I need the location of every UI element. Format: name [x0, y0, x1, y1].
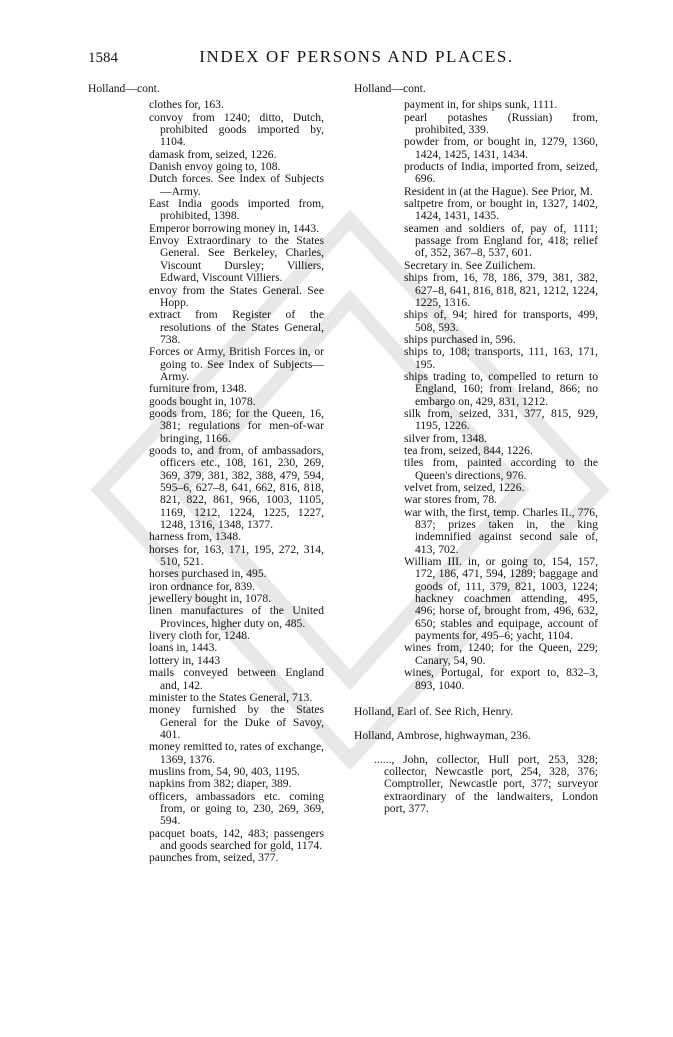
index-subentry: pacquet boats, 142, 483; passengers and goods searched for gold, 1174. [149, 826, 324, 852]
entry-list [354, 706, 598, 742]
index-subentry: ships to, 108; transports, 111, 163, 171, 195. [404, 345, 598, 371]
index-subentry: silver from, 1348. [404, 431, 488, 445]
index-subentry: wines from, 1240; for the Queen, 229; Canary, 54, 90. [404, 641, 598, 667]
index-subentry: silk from, seized, 331, 377, 815, 929, 1195, 1226. [404, 406, 598, 433]
index-subentry: war stores from, 78. [404, 493, 498, 507]
index-entry: Holland, Earl of. See Rich, Henry. [354, 704, 514, 718]
index-subentry: napkins from 382; diaper, 389. [149, 777, 292, 791]
index-subentry: ships from, 16, 78, 186, 379, 381, 382, 627–8, 641, 816, 818, 821, 1212, 1224, 1225, 1316. [404, 271, 598, 309]
index-subentry: payment in, for ships sunk, 1111. [404, 98, 558, 112]
index-subentry: Emperor borrowing money in, 1443. [149, 221, 320, 235]
index-subentry: Envoy Extraordinary to the States General. See Berkeley, Charles, Viscount Dursley; Villiers, Edward, Viscount Villiers. [149, 234, 324, 285]
index-subentry: harness from, 1348. [149, 530, 242, 544]
index-subentry: goods bought in, 1078. [149, 394, 256, 408]
index-subentry: jewellery bought in, 1078. [149, 592, 272, 606]
index-subentry: saltpetre from, or bought in, 1327, 1402, 1424, 1431, 1435. [404, 197, 598, 223]
left-column [88, 83, 324, 865]
page-title: INDEX OF PERSONS AND PLACES. [199, 47, 514, 66]
index-subentry: convoy from 1240; ditto, Dutch, prohibited goods imported by, 1104. [149, 110, 324, 149]
index-subentry: goods to, and from, of ambassadors, officers etc., 108, 161, 230, 269, 369, 379, 381, 382, 388, 479, 594, 595–6, 627–8, 641, 662, 816, 818, 821, 822, 861, 966, 1003, 1105, 1169, 1212, 1224, 1225, 1227, 1248, 1316, 1348, 1377. [149, 443, 324, 532]
index-subentry: mails conveyed between England and, 142. [149, 666, 324, 692]
index-subentry: money furnished by the States General for the Duke of Savoy, 401. [149, 703, 324, 741]
index-subentry: Danish envoy going to, 108. [149, 160, 281, 174]
index-subentry: Resident in (at the Hague). See Prior, M. [404, 184, 593, 198]
index-subentry: powder from, or bought in, 1279, 1360, 1424, 1425, 1431, 1434. [404, 135, 598, 161]
index-subentry: paunches from, seized, 377. [149, 851, 279, 865]
index-subentry: seamen and soldiers of, pay of, 1111; passage from England for, 418; relief of, 352, 367–8, 537, 601. [404, 221, 598, 260]
index-subentry: East India goods imported from, prohibited, 1398. [149, 197, 324, 223]
index-subentry: Dutch forces. See Index of Subjects—Army. [149, 172, 324, 198]
index-subentry: goods from, 186; for the Queen, 16, 381; regulations for men-of-war bringing, 1166. [149, 406, 324, 445]
index-subentry: velvet from, seized, 1226. [404, 481, 525, 494]
index-subentry: extract from Register of the resolutions of the States General, 738. [149, 308, 324, 346]
index-subentry: livery cloth for, 1248. [149, 629, 250, 643]
index-subentry: envoy from the States General. See Hopp. [149, 283, 324, 309]
index-subentry: lottery in, 1443 [149, 653, 221, 667]
index-subentry: linen manufactures of the United Provinces, higher duty on, 485. [149, 604, 324, 630]
index-subentry: tea from, seized, 844, 1226. [404, 443, 533, 457]
index-subentry: William III. in, or going to, 154, 157, 172, 186, 471, 594, 1289; baggage and goods of, 111, 379, 821, 1003, 1224; hackney coachmen attending, 495, 496; horse of, brought from, 496, 632, 650; stables and equipage, account of payments for, 495–6; yacht, 1104. [404, 555, 598, 643]
index-entry: Holland, Ambrose, highwayman, 236. [354, 728, 531, 742]
index-subentry: furniture from, 1348. [149, 382, 247, 396]
index-subentry: Forces or Army, British Forces in, or going to. See Index of Subjects—Army. [149, 345, 324, 383]
index-subentry: tiles from, painted according to the Queen's directions, 976. [404, 456, 598, 482]
index-subentry: ships purchased in, 596. [404, 332, 516, 346]
index-subentry: horses purchased in, 495. [149, 567, 267, 581]
index-subentry: clothes for, 163. [149, 98, 224, 112]
subentry-list [88, 99, 324, 864]
index-subentry: iron ordnance for, 839. [149, 579, 256, 593]
index-subentry: war with, the first, temp. Charles II., 776, 837; prizes taken in, the king indemnified against second sale of, 413, 702. [404, 505, 598, 556]
index-subentry: money remitted to, rates of exchange, 1369, 1376. [149, 740, 324, 766]
index-subentry: horses for, 163, 171, 195, 272, 314, 510, 521. [149, 542, 324, 569]
index-subentry: loans in, 1443. [149, 641, 218, 655]
column-heading: Holland—cont. [88, 82, 160, 95]
index-subentry: ships trading to, compelled to return to England, 160; from Ireland, 866; no embargo on, 429, 831, 1212. [404, 369, 598, 408]
index-subentry: minister to the States General, 713. [149, 690, 313, 704]
index-subentry: ships of, 94; hired for transports, 499, 508, 593. [404, 308, 598, 334]
subentry-list [354, 99, 598, 692]
index-subentry: wines, Portugal, for export to, 832–3, 893, 1040. [404, 666, 598, 692]
index-subentry: officers, ambassadors etc. coming from, or going to, 230, 269, 369, 594. [149, 789, 324, 828]
index-subentry: muslins from, 54, 90, 403, 1195. [149, 764, 300, 778]
right-column [354, 83, 598, 815]
page-number: 1584 [88, 50, 118, 66]
column-heading: Holland—cont. [354, 82, 426, 95]
index-cross-entry: ......, John, collector, Hull port, 253, 328; collector, Newcastle port, 254, 328, 376; Comptroller, Newcastle port, 377; surveyor extraordinary of the landwaiters, London port, 377. [374, 752, 598, 816]
index-subentry: damask from, seized, 1226. [149, 147, 277, 161]
index-subentry: Secretary in. See Zuilichem. [404, 258, 536, 272]
index-subentry: products of India, imported from, seized, 696. [404, 160, 598, 186]
index-subentry: pearl potashes (Russian) from, prohibited, 339. [404, 110, 598, 137]
